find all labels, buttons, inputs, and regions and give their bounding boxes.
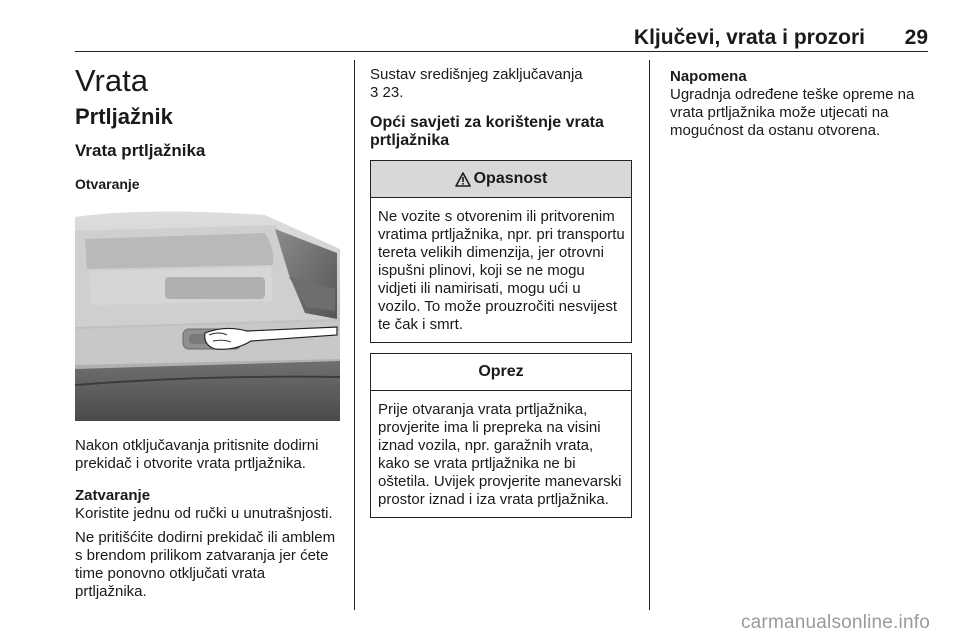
running-header-title: Ključevi, vrata i prozori — [633, 26, 865, 49]
danger-box — [370, 160, 632, 343]
danger-box-text: Ne vozite s otvorenim ili pritvorenim vratima prtljažnika, npr. pri transportu tereta velikih dimenzija, jer otrovni ispušni plinovi, koji se ne mogu vidjeti ili namirisati, mogu ući u vozilo. To može prouzročiti nesvijest te čak i smrt. — [378, 208, 625, 333]
caution-box-header — [371, 354, 631, 391]
note-title: Napomena — [670, 68, 747, 85]
closing-heading: Zatvaranje — [75, 487, 151, 504]
column-2 — [370, 60, 632, 518]
column-3 — [670, 60, 930, 140]
danger-box-title: Opasnost — [473, 170, 548, 187]
opening-text: Nakon otključavanja pritisnite dodirni prekidač i otvorite vrata prtljažnika. — [75, 437, 319, 472]
closing-text: Koristite jednu od ručki u unutrašnjosti. — [75, 505, 333, 522]
caution-box-text: Prije otvaranja vrata prtljažnika, provjerite ima li prepreka na visini iznad vozila, npr. garažnih vrata, kako se vrata prtljažnika ne bi oštetila. Uvijek provjerite manevarski prostor iznad i iza vrata prtljažnika. — [378, 401, 622, 508]
danger-box-header — [371, 161, 631, 198]
central-locking-reference: Sustav središnjeg zaključavanja — [370, 66, 583, 83]
header-rule — [75, 51, 928, 52]
central-locking-page-ref: 3 23. — [370, 84, 404, 101]
sub-subsection-title: Vrata prtljažnika — [75, 141, 206, 160]
general-advice-heading: Opći savjeti za korištenje vrata prtljažnika — [370, 114, 604, 149]
subsection-title: Prtljažnik — [75, 104, 173, 129]
caution-box-title: Oprez — [478, 363, 524, 380]
opening-heading: Otvaranje — [75, 176, 140, 192]
note-text: Ugradnja određene teške opreme na vrata prtljažnika može utjecati na mogućnost da ostanu otvorena. — [670, 86, 915, 139]
tailgate-hand-photo — [75, 209, 340, 421]
closing-warning-text: Ne pritišćite dodirni prekidač ili amblem s brendom prilikom zatvaranja jer ćete time ponovno otključati vrata prtljažnika. — [75, 529, 336, 600]
column-divider-1 — [354, 60, 355, 610]
warning-triangle-icon — [455, 172, 471, 187]
column-1 — [75, 60, 340, 601]
watermark: carmanualsonline.info — [740, 612, 930, 633]
section-title: Vrata — [75, 63, 148, 98]
page-number: 29 — [904, 26, 928, 49]
column-divider-2 — [649, 60, 650, 610]
caution-box — [370, 353, 632, 518]
